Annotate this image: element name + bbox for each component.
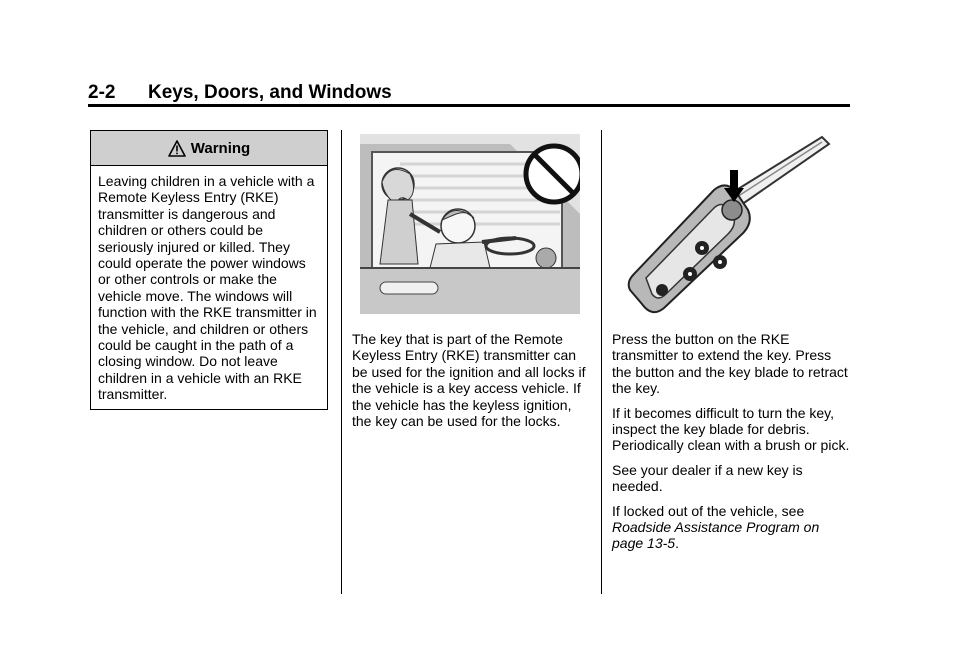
- warning-header: [91, 131, 327, 166]
- page-title: Keys, Doors, and Windows: [148, 82, 392, 103]
- warning-title: Warning: [190, 139, 251, 157]
- lockout-text: If locked out of the vehicle, see: [612, 502, 805, 519]
- warning-triangle-icon: [168, 140, 186, 157]
- header-rule: [88, 104, 850, 107]
- dealer-paragraph: See your dealer if a new key is needed.: [612, 461, 803, 495]
- extend-key-paragraph: Press the button on the RKE transmitter to extend the key. Press the button and the key blade to retract the key.: [612, 331, 848, 397]
- cleaning-paragraph: If it becomes difficult to turn the key, inspect the key blade for debris. Periodically clean with a brush or pick.: [612, 404, 850, 454]
- key-fob-illustration: [622, 132, 854, 317]
- page-header: [88, 82, 850, 104]
- key-description-paragraph: The key that is part of the Remote Keyless Entry (RKE) transmitter can be used for the ignition and all locks if the vehicle is a key access vehicle. If the vehicle has the keyless ignition, the key can be used for the locks.: [352, 331, 586, 430]
- section-number: 2-2: [88, 82, 116, 103]
- children-in-vehicle-illustration: [360, 134, 580, 314]
- warning-box: [90, 130, 328, 410]
- lockout-paragraph: [612, 503, 852, 552]
- column-2-text: [352, 331, 592, 437]
- column-3-text: [612, 331, 852, 560]
- warning-text: Leaving children in a vehicle with a Remote Keyless Entry (RKE) transmitter is dangerous and children or others could be seriously injured or killed. They could operate the power windows or other controls or make the vehicle move. The windows will function with the RKE transmitter in the vehicle, and children or others could be caught in the path of a closing window. Do not leave children in a vehicle with an RKE transmitter.: [98, 173, 317, 403]
- lockout-period: .: [675, 535, 679, 552]
- column-divider-1: [341, 130, 342, 594]
- column-divider-2: [601, 130, 602, 594]
- roadside-assistance-link[interactable]: Roadside Assistance Program on page 13-5: [612, 519, 820, 552]
